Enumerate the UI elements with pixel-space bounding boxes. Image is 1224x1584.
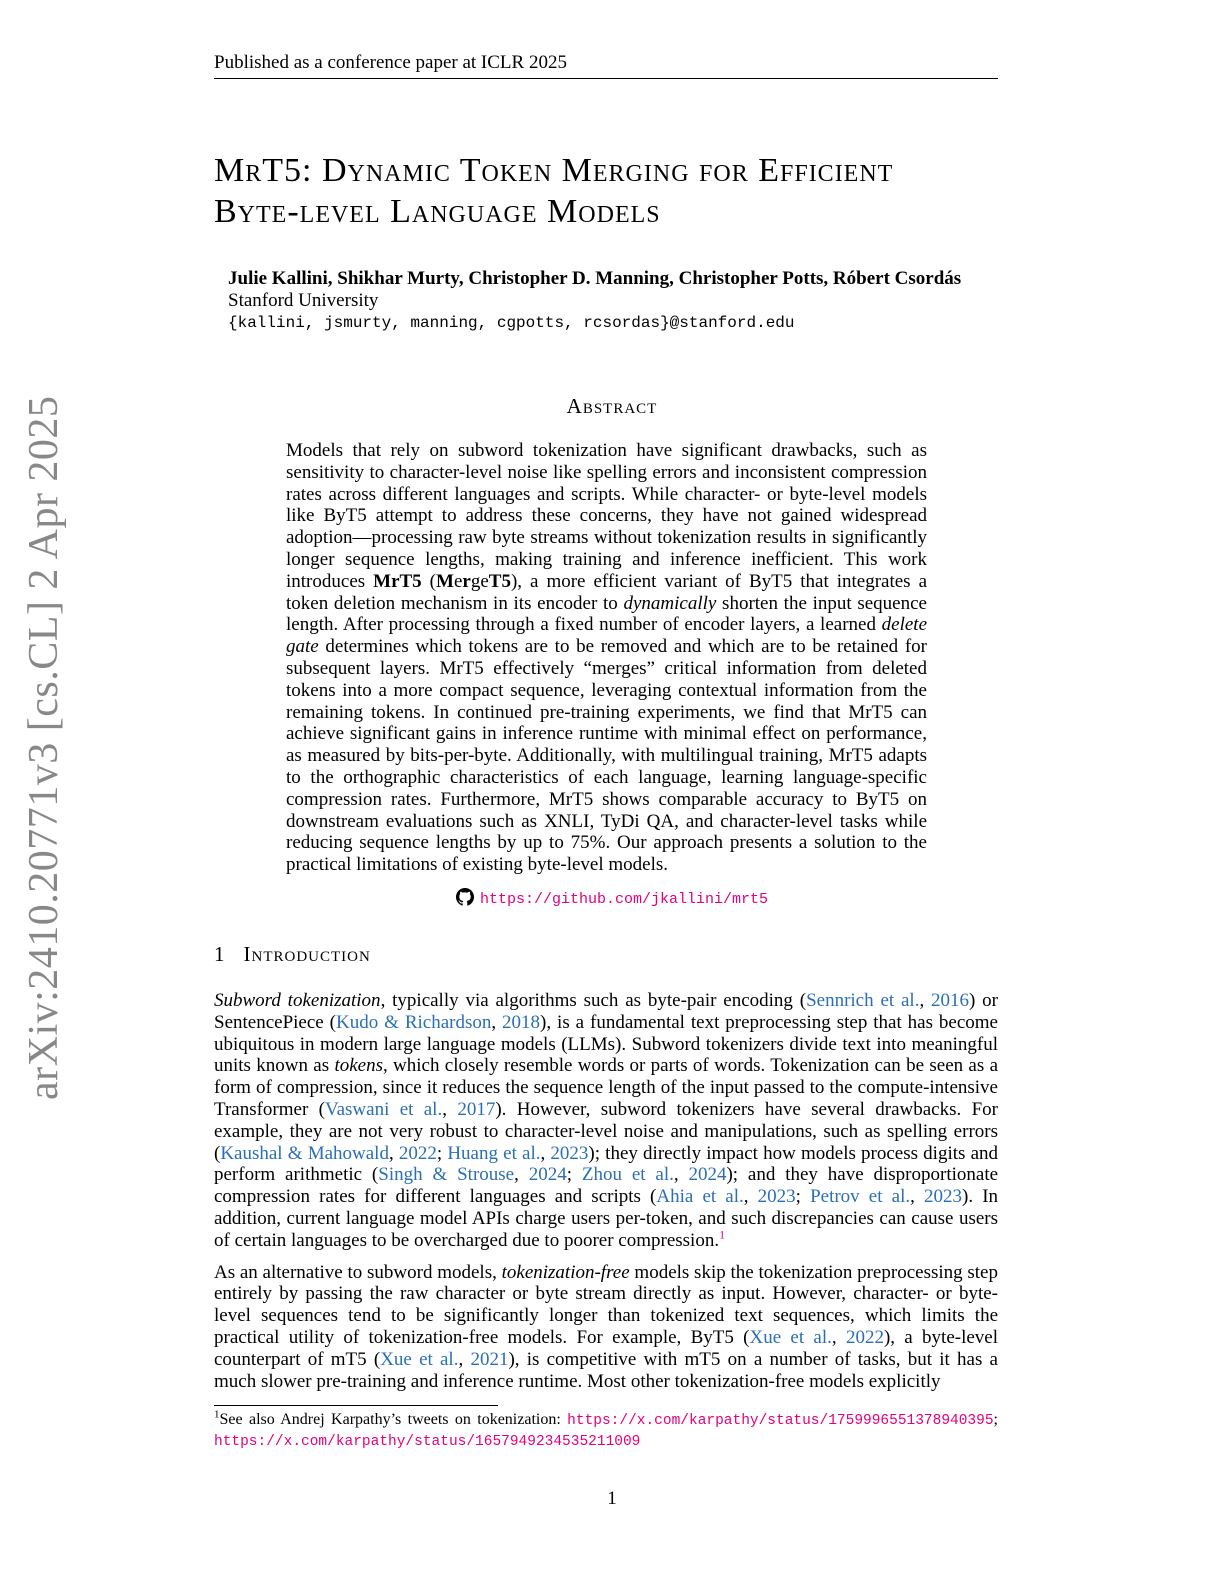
text: ); and they have disproportionate compression rates for different languages and scripts (	[214, 1164, 999, 1208]
text: ), is a fundamental text preprocessing step that has become ubiquitous in modern large language models (LLMs). Subword tokenizers divide text into meaningful units known as	[214, 1011, 998, 1077]
footnote-separator: ;	[993, 1411, 998, 1428]
citation-link[interactable]: 2024	[688, 1164, 727, 1186]
citation-link[interactable]: Singh & Strouse	[378, 1164, 515, 1186]
abstract-text: shorten the input sequence length. After processing through a fixed number of encoder layers, a learned	[286, 592, 927, 636]
model-name: MrT5	[373, 570, 422, 592]
footnote-number: 1	[214, 1408, 220, 1421]
author-names: Julie Kallini, Shikhar Murty, Christopher D. Manning, Christopher Potts, Róbert Csordás	[228, 268, 962, 289]
text: ), a byte-level counterpart of mT5 (	[214, 1326, 998, 1370]
title-line-2: Byte-level Language Models	[214, 193, 661, 230]
text: ) or SentencePiece (	[214, 990, 999, 1033]
footnote-text: See also Andrej Karpathy’s tweets on tokenization:	[219, 1411, 568, 1428]
text: models skip the tokenization preprocessing step entirely by passing the raw character or byte stream directly as input. However, character- or byte-level sequences tend to be significantly longer than tokenized text sequences, which limits the practical utility of tokenization-free models. For example, ByT5 (	[214, 1261, 998, 1348]
footnote-url-link[interactable]: https://x.com/karpathy/status/1657949234535211009	[214, 1434, 641, 1450]
emphasis: delete gate	[286, 614, 927, 658]
emphasis: tokens	[334, 1055, 383, 1077]
footnote-url-link[interactable]: https://x.com/karpathy/status/1759996551378940395	[567, 1413, 994, 1429]
text: As an alternative to subword models,	[214, 1261, 502, 1283]
merge-letter: M	[436, 570, 454, 592]
citation-link[interactable]: Xue et al.	[749, 1326, 832, 1348]
text: ). In addition, current language model APIs charge users per-token, and such discrepancies can cause users of certain languages to be overcharged due to poorer compression.	[214, 1186, 999, 1251]
citation-link[interactable]: 2018	[502, 1011, 541, 1033]
citation-link[interactable]: Vaswani et al.	[324, 1098, 443, 1120]
section-number: 1	[214, 942, 226, 966]
author-block	[228, 268, 1018, 334]
citation-link[interactable]: Ahia et al.	[656, 1186, 744, 1208]
citation-link[interactable]: Kaushal & Mahowald	[220, 1142, 389, 1164]
section-title: Introduction	[243, 942, 371, 966]
emphasis: Subword tokenization	[214, 990, 381, 1011]
text: ). However, subword tokenizers have several drawbacks. For example, they are not very robust to character-level noise and manipulations, such as spelling errors (	[214, 1098, 998, 1164]
citation-link[interactable]: 2017	[457, 1098, 496, 1120]
citation-link[interactable]: 2023	[550, 1142, 589, 1164]
paragraph	[214, 990, 998, 1252]
citation-link[interactable]: Kudo & Richardson	[335, 1011, 492, 1033]
text: ,	[491, 1011, 503, 1033]
text: ,	[673, 1164, 689, 1186]
citation-link[interactable]: 2023	[757, 1186, 796, 1208]
repo-url-link[interactable]: https://github.com/jkallini/mrt5	[479, 891, 769, 908]
text: ,	[388, 1142, 399, 1164]
merge-letter: T5	[488, 570, 511, 592]
citation-link[interactable]: 2022	[398, 1142, 437, 1164]
emphasis: tokenization-free	[501, 1261, 630, 1283]
citation-link[interactable]: Zhou et al.	[581, 1164, 674, 1186]
running-header: Published as a conference paper at ICLR 2025	[214, 52, 998, 79]
citation-link[interactable]: 2022	[845, 1326, 884, 1348]
text: ), is competitive with mT5 on a number of tasks, but it has a much slower pre-training and inference runtime. Most other tokenization-free models explicitly	[214, 1348, 998, 1392]
author-emails: {kallini, jsmurty, manning, cgpotts, rcsordas}@stanford.edu	[228, 314, 795, 332]
footnote	[214, 1410, 998, 1452]
section-heading	[214, 942, 371, 967]
text: ,	[910, 1186, 924, 1208]
citation-link[interactable]: 2023	[924, 1186, 962, 1208]
emphasis: dynamically	[623, 592, 717, 614]
text: ); they directly impact how models process digits and perform arithmetic (	[214, 1142, 999, 1186]
repo-link-row	[0, 888, 1224, 908]
citation-link[interactable]: 2024	[528, 1164, 567, 1186]
title-line-1: MrT5: Dynamic Token Merging for Efficient	[214, 152, 894, 189]
citation-link[interactable]: 2016	[931, 990, 970, 1011]
text: ,	[919, 990, 932, 1011]
arxiv-identifier: arXiv:2410.20771v3 [cs.CL] 2 Apr 2025	[21, 395, 67, 1100]
text: ,	[831, 1326, 846, 1348]
abstract-text: ), a more efficient variant of ByT5 that integrates a token deletion mechanism in its encoder to	[286, 570, 927, 614]
merge-letter: ge	[470, 570, 489, 592]
intro-body	[214, 990, 998, 1402]
github-icon	[456, 888, 474, 906]
citation-link[interactable]: Petrov et al.	[810, 1186, 911, 1208]
page-number: 1	[607, 1488, 617, 1509]
text: ,	[540, 1142, 551, 1164]
abstract-text: determines which tokens are to be removed and which are to be retained for subsequent layers. MrT5 effectively “merges” critical information from deleted tokens into a more compact sequence, leveraging contextual information from the remaining tokens. In continued pre-training experiments, we find that MrT5 can achieve significant gains in inference runtime with minimal effect on performance, as measured by bits-per-byte. Additionally, with multilingual training, MrT5 adapts to the orthographic characteristics of each language, learning language-specific compression rates. Furthermore, MrT5 shows comparable accuracy to ByT5 on downstream evaluations such as XNLI, TyDi QA, and character-level tasks while reducing sequence lengths by up to 75%. Our approach presents a solution to the practical limitations of existing byte-level models.	[286, 636, 927, 876]
text: ,	[514, 1164, 529, 1186]
citation-link[interactable]: 2021	[470, 1348, 509, 1370]
paragraph	[214, 1262, 998, 1393]
citation-link[interactable]: Sennrich et al.	[806, 990, 920, 1011]
merge-letter: e	[453, 570, 463, 592]
text: ;	[795, 1186, 811, 1208]
text: ,	[743, 1186, 758, 1208]
citation-link[interactable]: Xue et al.	[380, 1348, 459, 1370]
text: , which closely resemble words or parts of words. Tokenization can be seen as a form of compression, since it reduces the sequence length of the input passed to the compute-intensive Transformer (	[214, 1055, 999, 1120]
footnote-marker-link[interactable]: 1	[719, 1227, 726, 1242]
text: ,	[458, 1348, 471, 1370]
text: , typically via algorithms such as byte-pair encoding (	[380, 990, 807, 1011]
citation-link[interactable]: Huang et al.	[447, 1142, 541, 1164]
abstract-body	[286, 440, 927, 876]
footnote-divider	[214, 1405, 498, 1406]
text: ,	[442, 1098, 458, 1120]
merge-letter: r	[462, 570, 471, 592]
text: ;	[436, 1142, 448, 1164]
text: ;	[566, 1164, 582, 1186]
abstract-text: (	[421, 570, 437, 592]
author-affiliation: Stanford University	[228, 290, 379, 311]
paper-title	[214, 150, 1014, 232]
abstract-text: Models that rely on subword tokenization have significant drawbacks, such as sensitivity to character-level noise like spelling errors and inconsistent compression rates across different languages and scripts. While character- or byte-level models like ByT5 attempt to address these concerns, they have not gained widespread adoption—processing raw byte streams without tokenization results in significantly longer sequence lengths, making training and inference inefficient. This work introduces	[286, 440, 927, 592]
abstract-heading: Abstract	[566, 394, 658, 418]
